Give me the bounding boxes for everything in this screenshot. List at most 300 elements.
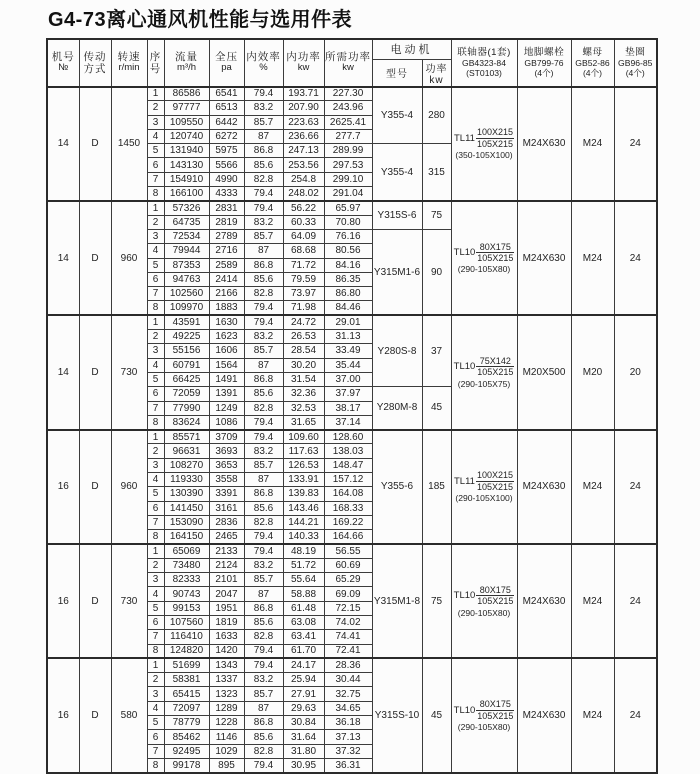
cell-washer: 20 <box>614 315 657 429</box>
cell-internal-power: 31.64 <box>283 730 324 744</box>
cell-internal-power: 63.41 <box>283 630 324 644</box>
cell-flow: 87353 <box>164 258 209 272</box>
cell-required-power: 164.08 <box>324 487 372 501</box>
cell-seq: 5 <box>147 716 164 730</box>
fan-block <box>47 430 657 544</box>
cell-seq: 5 <box>147 601 164 615</box>
cell-coupling: TL10 $\frac{80X175}{105X215}$ (290-105X80) <box>451 658 517 772</box>
cell-efficiency: 82.8 <box>244 515 283 529</box>
cell-efficiency: 87 <box>244 473 283 487</box>
cell-required-power: 30.44 <box>324 673 372 687</box>
cell-seq: 8 <box>147 530 164 544</box>
cell-required-power: 148.47 <box>324 458 372 472</box>
col-header-nut: 螺母 GB52-86 (4个) <box>571 39 614 87</box>
cell-pressure: 1623 <box>209 330 244 344</box>
cell-coupling: TL10 $\frac{75X142}{105X215}$ (290-105X75) <box>451 315 517 429</box>
cell-seq: 1 <box>147 201 164 215</box>
cell-internal-power: 71.98 <box>283 301 324 315</box>
cell-flow: 66425 <box>164 372 209 386</box>
cell-seq: 8 <box>147 758 164 772</box>
cell-seq: 6 <box>147 158 164 172</box>
cell-seq: 7 <box>147 630 164 644</box>
cell-pressure: 1337 <box>209 673 244 687</box>
cell-speed: 730 <box>111 315 147 429</box>
cell-flow: 108270 <box>164 458 209 472</box>
cell-efficiency: 85.6 <box>244 272 283 286</box>
cell-internal-power: 68.68 <box>283 244 324 258</box>
cell-pressure: 1146 <box>209 730 244 744</box>
cell-pressure: 1491 <box>209 372 244 386</box>
cell-flow: 109550 <box>164 115 209 129</box>
cell-internal-power: 55.64 <box>283 573 324 587</box>
cell-seq: 7 <box>147 287 164 301</box>
cell-pressure: 1289 <box>209 701 244 715</box>
cell-flow: 79944 <box>164 244 209 258</box>
cell-pressure: 6541 <box>209 87 244 101</box>
cell-required-power: 164.66 <box>324 530 372 544</box>
cell-flow: 130390 <box>164 487 209 501</box>
cell-internal-power: 143.46 <box>283 501 324 515</box>
cell-pressure: 1420 <box>209 644 244 658</box>
cell-required-power: 2625.41 <box>324 115 372 129</box>
cell-seq: 3 <box>147 344 164 358</box>
col-header-speed: 转速 r/min <box>111 39 147 87</box>
cell-speed: 1450 <box>111 87 147 201</box>
cell-pressure: 3693 <box>209 444 244 458</box>
cell-pressure: 1323 <box>209 687 244 701</box>
cell-internal-power: 32.36 <box>283 387 324 401</box>
cell-coupling: TL10 $\frac{80X175}{105X215}$ (290-105X80) <box>451 201 517 315</box>
cell-efficiency: 79.4 <box>244 758 283 772</box>
cell-machine-no: 14 <box>47 315 79 429</box>
cell-nut: M24 <box>571 430 614 544</box>
cell-pressure: 2166 <box>209 287 244 301</box>
cell-required-power: 36.18 <box>324 716 372 730</box>
cell-seq: 3 <box>147 229 164 243</box>
cell-seq: 1 <box>147 315 164 329</box>
cell-flow: 92495 <box>164 744 209 758</box>
cell-motor-model: Y315M1-6 <box>372 229 422 315</box>
cell-internal-power: 71.72 <box>283 258 324 272</box>
cell-flow: 153090 <box>164 515 209 529</box>
cell-coupling: TL11 $\frac{100X215}{105X215}$ (350-105X100) <box>451 87 517 201</box>
cell-seq: 2 <box>147 444 164 458</box>
cell-flow: 82333 <box>164 573 209 587</box>
cell-efficiency: 85.7 <box>244 458 283 472</box>
cell-efficiency: 83.2 <box>244 330 283 344</box>
cell-washer: 24 <box>614 658 657 772</box>
cell-speed: 960 <box>111 201 147 315</box>
cell-required-power: 36.31 <box>324 758 372 772</box>
cell-pressure: 3558 <box>209 473 244 487</box>
col-header-efficiency: 内效率 % <box>244 39 283 87</box>
cell-pressure: 1249 <box>209 401 244 415</box>
cell-seq: 1 <box>147 658 164 672</box>
cell-internal-power: 144.21 <box>283 515 324 529</box>
cell-required-power: 34.65 <box>324 701 372 715</box>
cell-internal-power: 30.20 <box>283 358 324 372</box>
col-header-required-power: 所需功率 kw <box>324 39 372 87</box>
col-header-internal-power: 内功率 kw <box>283 39 324 87</box>
cell-internal-power: 56.22 <box>283 201 324 215</box>
cell-anchor-bolt: M24X630 <box>517 658 571 772</box>
cell-machine-no: 16 <box>47 658 79 772</box>
cell-required-power: 138.03 <box>324 444 372 458</box>
header-row-1 <box>47 39 657 59</box>
cell-drive-mode: D <box>79 201 111 315</box>
cell-internal-power: 253.56 <box>283 158 324 172</box>
cell-motor-model: Y315S-10 <box>372 658 422 772</box>
cell-efficiency: 79.4 <box>244 430 283 444</box>
cell-machine-no: 14 <box>47 201 79 315</box>
cell-internal-power: 61.48 <box>283 601 324 615</box>
cell-flow: 141450 <box>164 501 209 515</box>
cell-seq: 4 <box>147 129 164 143</box>
cell-efficiency: 82.8 <box>244 172 283 186</box>
cell-motor-model: Y280M-8 <box>372 387 422 430</box>
cell-washer: 24 <box>614 87 657 201</box>
table-row <box>47 201 657 215</box>
cell-machine-no: 16 <box>47 544 79 658</box>
cell-internal-power: 25.94 <box>283 673 324 687</box>
cell-flow: 60791 <box>164 358 209 372</box>
cell-flow: 102560 <box>164 287 209 301</box>
cell-internal-power: 24.17 <box>283 658 324 672</box>
cell-pressure: 2831 <box>209 201 244 215</box>
cell-motor-power: 75 <box>422 201 451 230</box>
cell-internal-power: 30.95 <box>283 758 324 772</box>
cell-required-power: 37.00 <box>324 372 372 386</box>
cell-seq: 6 <box>147 730 164 744</box>
cell-seq: 8 <box>147 301 164 315</box>
cell-pressure: 3653 <box>209 458 244 472</box>
table-row <box>47 658 657 672</box>
cell-seq: 2 <box>147 215 164 229</box>
cell-flow: 55156 <box>164 344 209 358</box>
cell-pressure: 2414 <box>209 272 244 286</box>
cell-required-power: 74.41 <box>324 630 372 644</box>
cell-pressure: 3161 <box>209 501 244 515</box>
cell-seq: 7 <box>147 515 164 529</box>
cell-pressure: 1819 <box>209 615 244 629</box>
cell-flow: 86586 <box>164 87 209 101</box>
cell-required-power: 227.30 <box>324 87 372 101</box>
cell-flow: 65415 <box>164 687 209 701</box>
col-header-motor: 电动机 <box>372 39 451 59</box>
cell-washer: 24 <box>614 430 657 544</box>
cell-seq: 8 <box>147 415 164 429</box>
cell-efficiency: 83.2 <box>244 215 283 229</box>
fan-block <box>47 315 657 429</box>
cell-pressure: 2133 <box>209 544 244 558</box>
cell-seq: 3 <box>147 687 164 701</box>
cell-internal-power: 31.65 <box>283 415 324 429</box>
cell-flow: 51699 <box>164 658 209 672</box>
cell-anchor-bolt: M24X630 <box>517 430 571 544</box>
cell-motor-power: 90 <box>422 229 451 315</box>
cell-required-power: 297.53 <box>324 158 372 172</box>
cell-efficiency: 85.7 <box>244 115 283 129</box>
cell-internal-power: 64.09 <box>283 229 324 243</box>
cell-motor-model: Y280S-8 <box>372 315 422 386</box>
cell-efficiency: 86.8 <box>244 601 283 615</box>
cell-efficiency: 86.8 <box>244 716 283 730</box>
cell-efficiency: 87 <box>244 358 283 372</box>
cell-pressure: 6442 <box>209 115 244 129</box>
fan-block <box>47 201 657 315</box>
cell-seq: 4 <box>147 473 164 487</box>
cell-efficiency: 79.4 <box>244 415 283 429</box>
cell-pressure: 895 <box>209 758 244 772</box>
cell-required-power: 291.04 <box>324 187 372 201</box>
cell-internal-power: 73.97 <box>283 287 324 301</box>
cell-flow: 85571 <box>164 430 209 444</box>
cell-internal-power: 223.63 <box>283 115 324 129</box>
cell-seq: 4 <box>147 244 164 258</box>
col-header-seq: 序 号 <box>147 39 164 87</box>
cell-flow: 43591 <box>164 315 209 329</box>
cell-pressure: 5566 <box>209 158 244 172</box>
cell-efficiency: 82.8 <box>244 744 283 758</box>
cell-machine-no: 16 <box>47 430 79 544</box>
cell-internal-power: 139.83 <box>283 487 324 501</box>
cell-internal-power: 24.72 <box>283 315 324 329</box>
cell-required-power: 28.36 <box>324 658 372 672</box>
cell-flow: 164150 <box>164 530 209 544</box>
cell-required-power: 74.02 <box>324 615 372 629</box>
cell-pressure: 2047 <box>209 587 244 601</box>
cell-efficiency: 83.2 <box>244 101 283 115</box>
cell-efficiency: 87 <box>244 587 283 601</box>
cell-required-power: 37.32 <box>324 744 372 758</box>
cell-seq: 8 <box>147 644 164 658</box>
cell-nut: M20 <box>571 315 614 429</box>
cell-speed: 580 <box>111 658 147 772</box>
cell-motor-power: 45 <box>422 387 451 430</box>
cell-internal-power: 248.02 <box>283 187 324 201</box>
cell-nut: M24 <box>571 544 614 658</box>
cell-flow: 131940 <box>164 144 209 158</box>
cell-seq: 2 <box>147 330 164 344</box>
cell-anchor-bolt: M20X500 <box>517 315 571 429</box>
cell-flow: 143130 <box>164 158 209 172</box>
cell-internal-power: 140.33 <box>283 530 324 544</box>
cell-motor-model: Y355-4 <box>372 87 422 144</box>
cell-flow: 85462 <box>164 730 209 744</box>
cell-efficiency: 85.6 <box>244 615 283 629</box>
cell-required-power: 65.29 <box>324 573 372 587</box>
cell-efficiency: 85.6 <box>244 501 283 515</box>
cell-flow: 94763 <box>164 272 209 286</box>
cell-required-power: 289.99 <box>324 144 372 158</box>
cell-internal-power: 61.70 <box>283 644 324 658</box>
fan-block <box>47 87 657 201</box>
cell-pressure: 1391 <box>209 387 244 401</box>
cell-efficiency: 86.8 <box>244 144 283 158</box>
cell-efficiency: 83.2 <box>244 444 283 458</box>
cell-flow: 58381 <box>164 673 209 687</box>
cell-seq: 6 <box>147 501 164 515</box>
cell-flow: 109970 <box>164 301 209 315</box>
cell-internal-power: 117.63 <box>283 444 324 458</box>
cell-pressure: 5975 <box>209 144 244 158</box>
col-header-washer: 垫圈 GB96-85 (4个) <box>614 39 657 87</box>
cell-motor-model: Y355-4 <box>372 144 422 201</box>
cell-pressure: 2465 <box>209 530 244 544</box>
cell-required-power: 60.69 <box>324 558 372 572</box>
cell-internal-power: 236.66 <box>283 129 324 143</box>
cell-seq: 2 <box>147 558 164 572</box>
cell-motor-power: 185 <box>422 430 451 544</box>
cell-motor-model: Y355-6 <box>372 430 422 544</box>
cell-internal-power: 32.53 <box>283 401 324 415</box>
col-header-flow: 流量 m³/h <box>164 39 209 87</box>
cell-efficiency: 83.2 <box>244 673 283 687</box>
cell-flow: 72097 <box>164 701 209 715</box>
cell-pressure: 1564 <box>209 358 244 372</box>
cell-drive-mode: D <box>79 544 111 658</box>
cell-pressure: 2819 <box>209 215 244 229</box>
cell-internal-power: 48.19 <box>283 544 324 558</box>
cell-required-power: 29.01 <box>324 315 372 329</box>
cell-required-power: 37.97 <box>324 387 372 401</box>
cell-required-power: 76.16 <box>324 229 372 243</box>
cell-pressure: 3709 <box>209 430 244 444</box>
cell-pressure: 2789 <box>209 229 244 243</box>
cell-seq: 7 <box>147 172 164 186</box>
cell-seq: 7 <box>147 401 164 415</box>
col-header-machine-no: 机号 № <box>47 39 79 87</box>
cell-efficiency: 82.8 <box>244 287 283 301</box>
cell-flow: 166100 <box>164 187 209 201</box>
cell-efficiency: 79.4 <box>244 301 283 315</box>
cell-flow: 78779 <box>164 716 209 730</box>
cell-motor-power: 45 <box>422 658 451 772</box>
cell-flow: 116410 <box>164 630 209 644</box>
cell-internal-power: 31.80 <box>283 744 324 758</box>
cell-internal-power: 31.54 <box>283 372 324 386</box>
cell-efficiency: 82.8 <box>244 630 283 644</box>
cell-pressure: 4333 <box>209 187 244 201</box>
cell-pressure: 1630 <box>209 315 244 329</box>
cell-pressure: 2716 <box>209 244 244 258</box>
cell-pressure: 3391 <box>209 487 244 501</box>
col-header-motor-power: 功率kw <box>422 59 451 87</box>
cell-flow: 65069 <box>164 544 209 558</box>
cell-seq: 4 <box>147 701 164 715</box>
cell-seq: 2 <box>147 101 164 115</box>
cell-required-power: 157.12 <box>324 473 372 487</box>
cell-flow: 83624 <box>164 415 209 429</box>
cell-flow: 72059 <box>164 387 209 401</box>
cell-seq: 5 <box>147 144 164 158</box>
cell-internal-power: 193.71 <box>283 87 324 101</box>
table-header <box>47 39 657 87</box>
cell-pressure: 1633 <box>209 630 244 644</box>
cell-seq: 5 <box>147 258 164 272</box>
cell-flow: 124820 <box>164 644 209 658</box>
cell-flow: 72534 <box>164 229 209 243</box>
cell-efficiency: 85.7 <box>244 344 283 358</box>
cell-pressure: 6272 <box>209 129 244 143</box>
cell-required-power: 80.56 <box>324 244 372 258</box>
cell-seq: 1 <box>147 430 164 444</box>
cell-efficiency: 79.4 <box>244 530 283 544</box>
cell-efficiency: 79.4 <box>244 315 283 329</box>
cell-seq: 6 <box>147 387 164 401</box>
cell-pressure: 1086 <box>209 415 244 429</box>
page-title: G4-73离心通风机性能与选用件表 <box>48 9 353 31</box>
cell-internal-power: 63.08 <box>283 615 324 629</box>
cell-pressure: 2101 <box>209 573 244 587</box>
cell-drive-mode: D <box>79 430 111 544</box>
cell-required-power: 32.75 <box>324 687 372 701</box>
col-header-pressure: 全压 pa <box>209 39 244 87</box>
cell-required-power: 277.7 <box>324 129 372 143</box>
cell-required-power: 65.97 <box>324 201 372 215</box>
table-row <box>47 87 657 101</box>
cell-efficiency: 85.7 <box>244 573 283 587</box>
cell-internal-power: 126.53 <box>283 458 324 472</box>
cell-seq: 5 <box>147 372 164 386</box>
cell-motor-model: Y315S-6 <box>372 201 422 230</box>
table-row <box>47 430 657 444</box>
cell-drive-mode: D <box>79 315 111 429</box>
table-row <box>47 315 657 329</box>
cell-efficiency: 85.6 <box>244 158 283 172</box>
cell-internal-power: 247.13 <box>283 144 324 158</box>
cell-motor-power: 37 <box>422 315 451 386</box>
cell-nut: M24 <box>571 658 614 772</box>
cell-flow: 90743 <box>164 587 209 601</box>
cell-flow: 64735 <box>164 215 209 229</box>
cell-nut: M24 <box>571 87 614 201</box>
cell-required-power: 37.13 <box>324 730 372 744</box>
cell-pressure: 2836 <box>209 515 244 529</box>
cell-internal-power: 254.8 <box>283 172 324 186</box>
cell-internal-power: 207.90 <box>283 101 324 115</box>
cell-flow: 57326 <box>164 201 209 215</box>
cell-flow: 49225 <box>164 330 209 344</box>
cell-flow: 120740 <box>164 129 209 143</box>
cell-internal-power: 28.54 <box>283 344 324 358</box>
cell-drive-mode: D <box>79 87 111 201</box>
col-header-anchor-bolt: 地脚螺栓 GB799-76 (4个) <box>517 39 571 87</box>
cell-required-power: 169.22 <box>324 515 372 529</box>
cell-motor-model: Y315M1-8 <box>372 544 422 658</box>
cell-internal-power: 133.91 <box>283 473 324 487</box>
cell-efficiency: 87 <box>244 129 283 143</box>
cell-pressure: 1951 <box>209 601 244 615</box>
cell-efficiency: 85.7 <box>244 687 283 701</box>
cell-flow: 119330 <box>164 473 209 487</box>
fan-block <box>47 544 657 658</box>
cell-pressure: 1883 <box>209 301 244 315</box>
cell-flow: 99178 <box>164 758 209 772</box>
cell-required-power: 168.33 <box>324 501 372 515</box>
cell-seq: 3 <box>147 115 164 129</box>
cell-flow: 99153 <box>164 601 209 615</box>
cell-coupling: TL10 $\frac{80X175}{105X215}$ (290-105X80) <box>451 544 517 658</box>
cell-seq: 8 <box>147 187 164 201</box>
cell-internal-power: 26.53 <box>283 330 324 344</box>
cell-seq: 2 <box>147 673 164 687</box>
cell-anchor-bolt: M24X630 <box>517 87 571 201</box>
fan-block <box>47 658 657 772</box>
cell-flow: 73480 <box>164 558 209 572</box>
cell-flow: 96631 <box>164 444 209 458</box>
cell-speed: 960 <box>111 430 147 544</box>
